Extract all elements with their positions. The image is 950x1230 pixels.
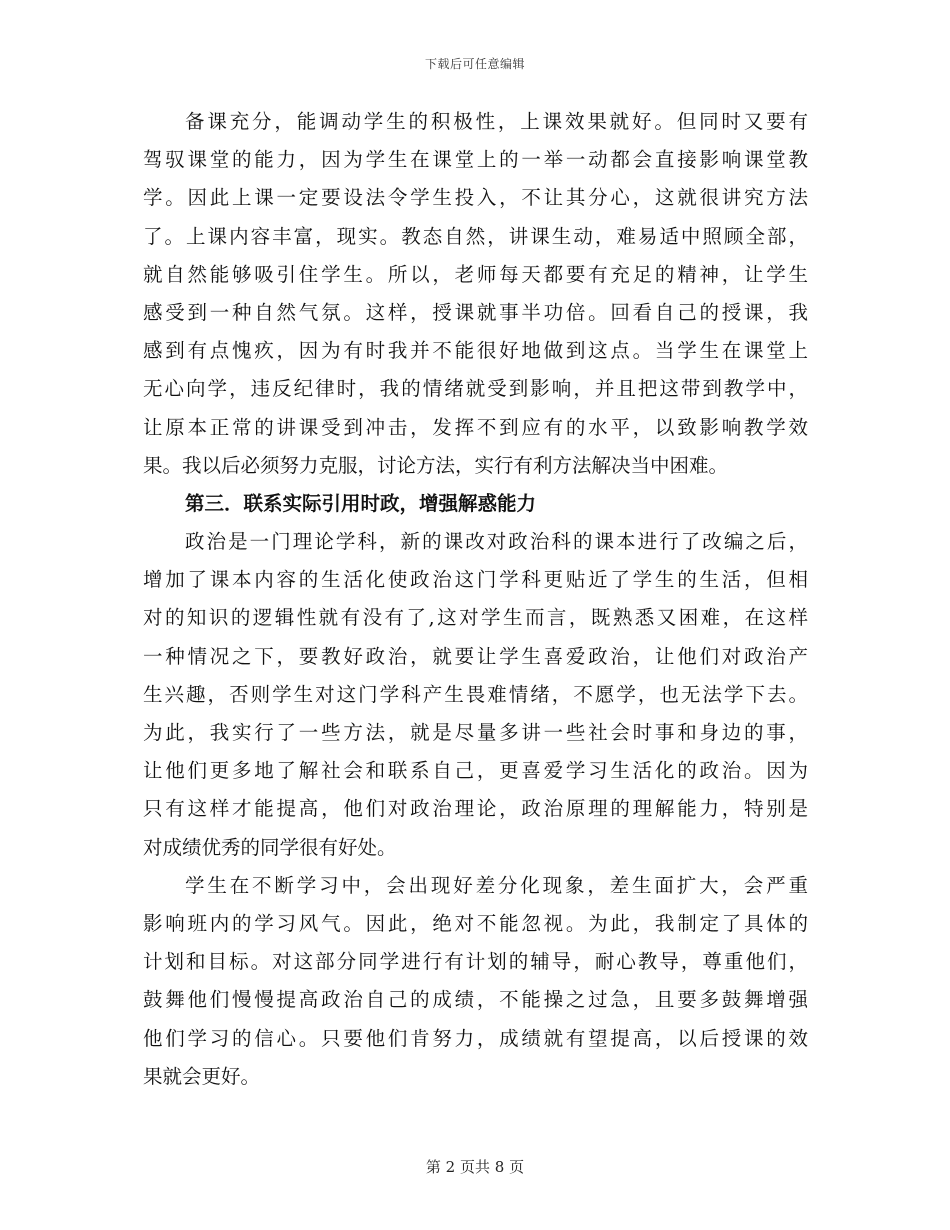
- text-line: 鼓舞他们慢慢提高政治自己的成绩，不能操之过急，且要多鼓舞增强: [143, 988, 808, 1012]
- text-line: 政治是一门理论学科，新的课改对政治科的课本进行了改编之后，: [185, 530, 808, 554]
- text-line: 无心向学，违反纪律时，我的情绪就受到影响，并且把这带到教学中，: [143, 377, 808, 401]
- text-line: 计划和目标。对这部分同学进行有计划的辅导，耐心教导，尊重他们，: [143, 950, 808, 974]
- text-line: 生兴趣，否则学生对这门学科产生畏难情绪，不愿学，也无法学下去。: [143, 682, 808, 706]
- text-line: 他们学习的信心。只要他们肯努力，成绩就有望提高，以后授课的效: [143, 1026, 808, 1050]
- document-body: [143, 103, 808, 1096]
- text-line: 学。因此上课一定要设法令学生投入，不让其分心，这就很讲究方法: [143, 186, 808, 210]
- text-line: 感受到一种自然气氛。这样，授课就事半功倍。回看自己的授课，我: [143, 300, 808, 324]
- text-line: 备课充分，能调动学生的积极性，上课效果就好。但同时又要有: [185, 110, 808, 133]
- text-line: 就自然能够吸引住学生。所以，老师每天都要有充足的精神，让学生: [143, 262, 808, 286]
- text-line: 了。上课内容丰富，现实。教态自然，讲课生动，难易适中照顾全部，: [143, 224, 808, 248]
- text-line: 为此，我实行了一些方法，就是尽量多讲一些社会时事和身边的事，: [143, 721, 808, 744]
- text-line: 增加了课本内容的生活化使政治这门学科更贴近了学生的生活，但相: [143, 568, 808, 592]
- text-line: 驾驭课堂的能力，因为学生在课堂上的一举一动都会直接影响课堂教: [143, 148, 808, 172]
- text-line: 果。我以后必须努力克服，讨论方法，实行有利方法解决当中困难。: [143, 453, 729, 477]
- paragraph-teaching-effect: [143, 103, 808, 485]
- page-number-footer: 第 2 页共 8 页: [425, 1158, 525, 1176]
- text-line: 让他们更多地了解社会和联系自己，更喜爱学习生活化的政治。因为: [143, 759, 808, 783]
- text-line: 让原本正常的讲课受到冲击，发挥不到应有的水平，以致影响教学效: [143, 415, 808, 439]
- text-line: 果就会更好。: [143, 1064, 261, 1088]
- section-heading: 第三．联系实际引用时政，增强解惑能力: [185, 491, 537, 515]
- text-line: 感到有点愧疚，因为有时我并不能很好地做到这点。当学生在课堂上: [143, 339, 808, 363]
- text-line: 只有这样才能提高，他们对政治理论，政治原理的理解能力，特别是: [143, 797, 808, 821]
- text-line: 一种情况之下，要教好政治，就要让学生喜爱政治，让他们对政治产: [143, 644, 808, 668]
- paragraph-student-differentiation: [143, 867, 808, 1096]
- paragraph-politics-subject: [143, 523, 808, 867]
- text-line: 学生在不断学习中，会出现好差分化现象，差生面扩大，会严重: [185, 873, 808, 897]
- text-line: 对的知识的逻辑性就有没有了,这对学生而言，既熟悉又困难，在这样: [143, 606, 808, 630]
- text-line: 对成绩优秀的同学很有好处。: [143, 835, 397, 859]
- text-line: 影响班内的学习风气。因此，绝对不能忽视。为此，我制定了具体的: [143, 911, 808, 935]
- page-header: 下载后可任意编辑: [424, 57, 525, 71]
